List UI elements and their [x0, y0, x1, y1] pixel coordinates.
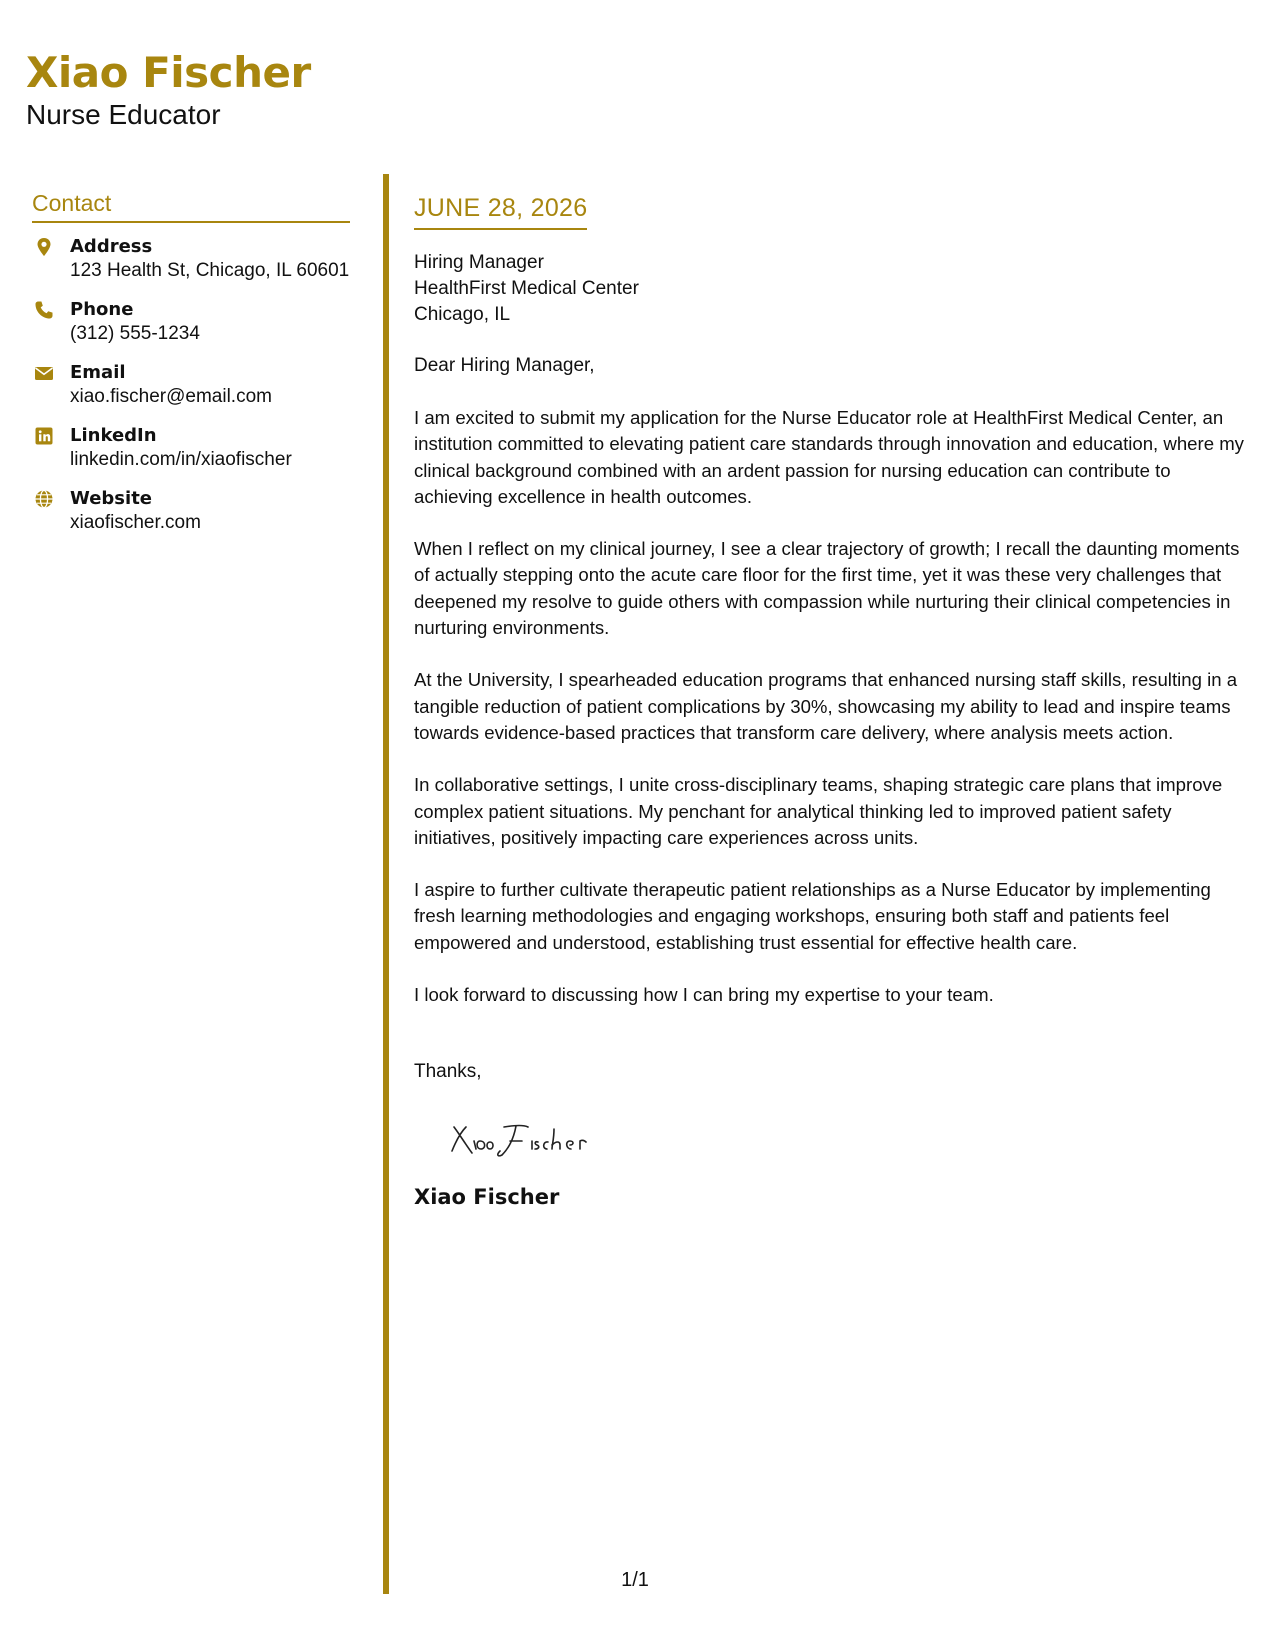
- contact-label: Website: [70, 488, 153, 509]
- contact-value-email: xiao.fischer@email.com: [70, 386, 272, 407]
- signed-name: Xiao Fischer: [414, 1185, 560, 1210]
- letter-paragraph: I aspire to further cultivate therapeutic patient relationships as a Nurse Educator by implementing fresh learning methodologies and engaging workshops, ensuring both staff and patients feel empowered and understood, establishing trust essential for effective health care.: [414, 879, 1211, 953]
- contact-label: Email: [70, 362, 126, 383]
- envelope-icon: [34, 363, 54, 383]
- letter-greeting: Dear Hiring Manager,: [414, 355, 595, 376]
- letter-paragraph: I am excited to submit my application for the Nurse Educator role at HealthFirst Medical Center, an institution committed to elevating patient care standards through innovation and education, where my clinical background combined with an ardent passion for nursing education can contribute to achieving excellence in health outcomes.: [414, 407, 1244, 507]
- resume-header: [26, 48, 311, 132]
- map-pin-icon: [34, 237, 54, 257]
- signature-graphic: [446, 1111, 646, 1169]
- contact-value-linkedin[interactable]: linkedin.com/in/xiaofischer: [70, 449, 292, 470]
- recipient-line: Chicago, IL: [414, 304, 511, 325]
- globe-icon: [34, 489, 54, 509]
- column-divider: [383, 174, 389, 1594]
- contact-item-email: [32, 361, 350, 424]
- letter-paragraph: I look forward to discussing how I can bring my expertise to your team.: [414, 984, 994, 1006]
- cover-letter-body: [414, 192, 1249, 1211]
- contact-value-website[interactable]: xiaofischer.com: [70, 512, 201, 533]
- letter-date: JUNE 28, 2026: [414, 192, 587, 230]
- contact-item-address: [32, 235, 350, 298]
- applicant-name: Xiao Fischer: [26, 48, 311, 97]
- handwritten-signature: [446, 1111, 1249, 1169]
- recipient-line: HealthFirst Medical Center: [414, 278, 639, 299]
- phone-icon: [34, 300, 54, 320]
- contact-item-phone: [32, 298, 350, 361]
- recipient-line: Hiring Manager: [414, 252, 544, 273]
- contact-label: Address: [70, 236, 153, 257]
- recipient-block: [414, 250, 1249, 328]
- linkedin-icon: [34, 426, 54, 446]
- applicant-title: Nurse Educator: [26, 99, 221, 130]
- letter-closing: Thanks,: [414, 1061, 482, 1083]
- page-number: 1/1: [621, 1569, 649, 1591]
- contact-item-linkedin: [32, 424, 350, 487]
- letter-paragraph: In collaborative settings, I unite cross-disciplinary teams, shaping strategic care plans that improve complex patient situations. My penchant for analytical thinking led to improved patient safety initiatives, positively impacting care experiences across units.: [414, 774, 1223, 848]
- contact-label: LinkedIn: [70, 425, 157, 446]
- contact-value-phone: (312) 555-1234: [70, 323, 200, 344]
- letter-paragraph: At the University, I spearheaded education programs that enhanced nursing staff skills, resulting in a tangible reduction of patient complications by 30%, showcasing my ability to lead and inspire teams towards evidence-based practices that transform care delivery, where analysis meets action.: [414, 669, 1238, 743]
- contact-label: Phone: [70, 299, 134, 320]
- contact-item-website: [32, 487, 350, 550]
- contact-sidebar: [32, 188, 350, 550]
- contact-heading: Contact: [32, 188, 350, 223]
- contact-value-address: 123 Health St, Chicago, IL 60601: [70, 260, 350, 281]
- letter-paragraph: When I reflect on my clinical journey, I see a clear trajectory of growth; I recall the daunting moments of actually stepping onto the acute care floor for the first time, yet it was these very challenges that deepened my resolve to guide others with compassion while nurturing their clinical competencies in nurturing environments.: [414, 538, 1240, 639]
